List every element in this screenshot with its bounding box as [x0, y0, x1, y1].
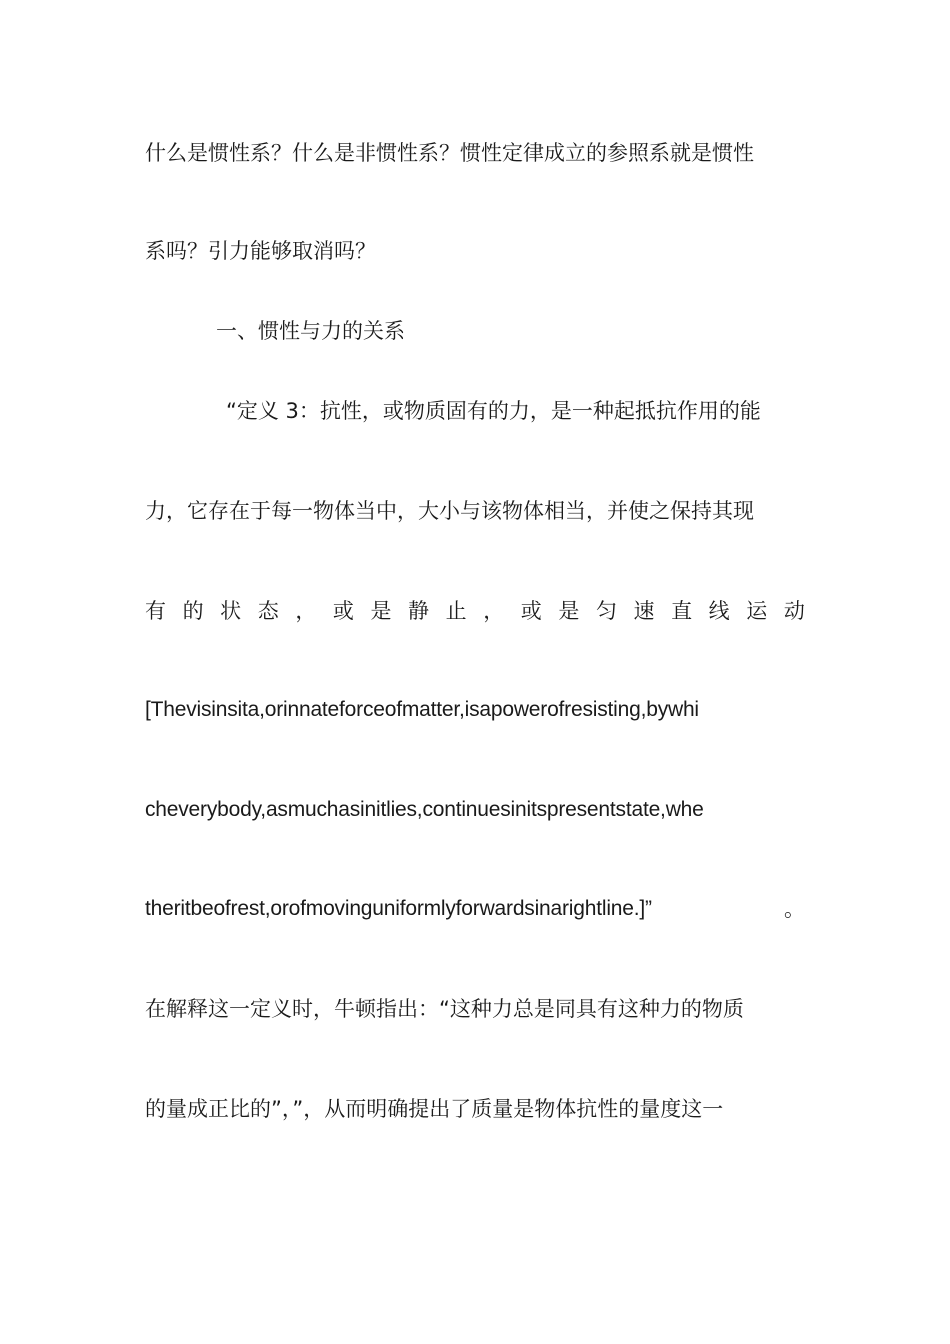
spaced-char: 线 — [708, 599, 730, 623]
spaced-char: 匀 — [595, 599, 617, 623]
spaced-char: 运 — [746, 599, 768, 623]
text-line-6-latin: [Thevisinsita,orinnateforceofmatter,isapowerofresisting,bywhi — [145, 698, 699, 721]
text-line-9: 在解释这一定义时，牛顿指出：“这种力总是同具有这种力的物质 — [145, 997, 744, 1021]
text-line-3: “定义 3：抗性，或物质固有的力，是一种起抵抗作用的能 — [226, 399, 761, 423]
spaced-char: 直 — [671, 599, 693, 623]
spaced-char: 止 — [445, 599, 467, 623]
spaced-char: 或 — [332, 599, 354, 623]
spaced-char: 的 — [182, 599, 204, 623]
text-line-1: 什么是惯性系？什么是非惯性系？惯性定律成立的参照系就是惯性 — [145, 141, 754, 165]
section-heading: 一、惯性与力的关系 — [216, 319, 405, 343]
text-line-10: 的量成正比的”，”，从而明确提出了质量是物体抗性的量度这一 — [145, 1097, 724, 1121]
spaced-char: 速 — [633, 599, 655, 623]
text-line-5-spaced — [145, 596, 805, 626]
trailing-period: 。 — [784, 897, 805, 921]
spaced-char: 状 — [220, 599, 242, 623]
text-line-2: 系吗？引力能够取消吗？ — [145, 239, 376, 263]
text-line-8-latin: theritbeofrest,orofmovinguniformlyforwardsinarightline.]” — [145, 897, 652, 920]
spaced-char: 或 — [520, 599, 542, 623]
spaced-char: ， — [295, 599, 317, 623]
spaced-char: 是 — [558, 599, 580, 623]
spaced-char: 动 — [783, 599, 805, 623]
spaced-char: 是 — [370, 599, 392, 623]
spaced-char: 态 — [257, 599, 279, 623]
spaced-char: 静 — [408, 599, 430, 623]
spaced-char: ， — [483, 599, 505, 623]
text-line-4: 力，它存在于每一物体当中，大小与该物体相当，并使之保持其现 — [145, 499, 754, 523]
text-line-7-latin: cheverybody,asmuchasinitlies,continuesinitspresentstate,whe — [145, 798, 704, 821]
spaced-char: 有 — [145, 599, 166, 623]
